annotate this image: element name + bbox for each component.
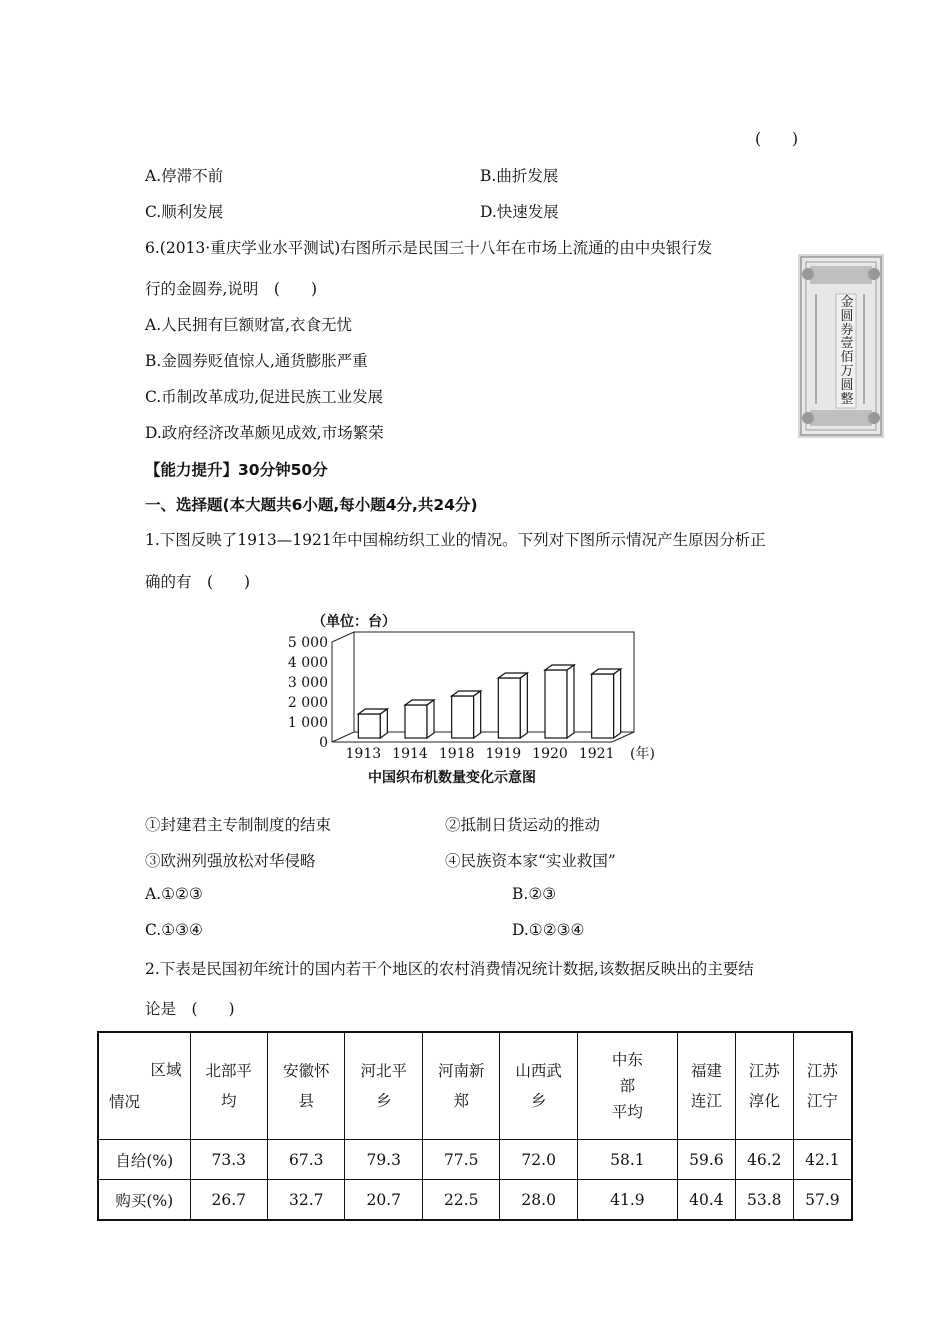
banknote-char: 券 (840, 322, 854, 338)
chart-x-tick-label: 1914 (392, 746, 428, 762)
chart-y-tick-label: 3 000 (287, 675, 328, 691)
q6-option-c: C.币制改革成功,促进民族工业发展 (145, 388, 384, 406)
q1-item-3: ③欧洲列强放松对华侵略 (145, 852, 316, 870)
table-row (98, 1180, 852, 1221)
column-header: 北部平 均 (190, 1032, 267, 1140)
section-subtitle: 一、选择题(本大题共6小题,每小题4分,共24分) (145, 496, 478, 514)
table-cell: 28.0 (500, 1180, 577, 1221)
row-label: 自给(%) (98, 1140, 190, 1180)
table-cell: 73.3 (190, 1140, 267, 1180)
column-header: 江苏 淳化 (735, 1032, 793, 1140)
q1-stem-line2: 确的有 ( ) (145, 573, 251, 591)
q1-option-d: D.①②③④ (512, 921, 585, 939)
chart-x-axis-label: (年) (630, 746, 655, 762)
q1-stem-line1: 1.下图反映了1913—1921年中国棉纺织工业的情况。下列对下图所示情况产生原因分析正 (145, 531, 766, 549)
chart-y-tick-label: 2 000 (287, 695, 328, 711)
chart-bar (405, 700, 434, 738)
table-cell: 42.1 (793, 1140, 852, 1180)
table-cell: 58.1 (577, 1140, 677, 1180)
table-cell: 40.4 (677, 1180, 735, 1221)
consumption-table (97, 1031, 853, 1221)
table-row (98, 1140, 852, 1180)
table-cell: 67.3 (267, 1140, 344, 1180)
section-title: 【能力提升】30分钟50分 (145, 461, 328, 479)
table-cell: 26.7 (190, 1180, 267, 1221)
q6-option-b: B.金圆券贬值惊人,通货膨胀严重 (145, 352, 368, 370)
table-corner-cell (98, 1032, 190, 1140)
column-header: 安徽怀 县 (267, 1032, 344, 1140)
q6-option-d: D.政府经济改革颇见成效,市场繁荣 (145, 424, 384, 442)
banknote-char: 万 (840, 363, 854, 379)
chart-y-tick-label: 0 (319, 735, 328, 751)
table-cell: 53.8 (735, 1180, 793, 1221)
corner-situation-label: 情况 (109, 1093, 141, 1111)
chart-bar (358, 709, 387, 738)
banknote-char: 壹 (840, 336, 854, 352)
q1-option-a: A.①②③ (145, 885, 203, 903)
table-cell: 32.7 (267, 1180, 344, 1221)
q1-item-4: ④民族资本家“实业救国” (445, 852, 616, 870)
q1-item-1: ①封建君主专制制度的结束 (145, 816, 332, 834)
table-cell: 79.3 (345, 1140, 422, 1180)
table-cell: 46.2 (735, 1140, 793, 1180)
q6-option-a: A.人民拥有巨额财富,衣食无忧 (145, 316, 353, 334)
table-cell: 22.5 (422, 1180, 499, 1221)
banknote-char: 圆 (840, 377, 854, 393)
q5-option-d: D.快速发展 (480, 203, 559, 221)
table-cell: 59.6 (677, 1140, 735, 1180)
table-cell: 20.7 (345, 1180, 422, 1221)
banknote-char: 金 (840, 295, 854, 310)
column-header: 河南新 郑 (422, 1032, 499, 1140)
column-header: 河北平 乡 (345, 1032, 422, 1140)
q5-answer-paren: ( ) (755, 130, 799, 148)
chart-y-tick-label: 5 000 (287, 635, 328, 651)
chart-title: 中国织布机数量变化示意图 (368, 770, 536, 786)
q5-option-c: C.顺利发展 (145, 203, 224, 221)
column-header: 山西武 乡 (500, 1032, 577, 1140)
column-header: 中东 部 平均 (577, 1032, 677, 1140)
q2-stem-line2: 论是 ( ) (145, 1000, 235, 1018)
chart-unit-label: （单位：台） (312, 614, 396, 630)
loom-count-bar-chart (280, 606, 680, 792)
chart-y-tick-label: 4 000 (287, 655, 328, 671)
column-header: 福建 连江 (677, 1032, 735, 1140)
chart-x-tick-label: 1919 (485, 746, 522, 762)
q6-stem-line1: 6.(2013·重庆学业水平测试)右图所示是民国三十八年在市场上流通的由中央银行发 (145, 239, 713, 257)
gold-yuan-banknote-image (798, 254, 884, 438)
q1-option-c: C.①③④ (145, 921, 203, 939)
q2-stem-line1: 2.下表是民国初年统计的国内若干个地区的农村消费情况统计数据,该数据反映出的主要结 (145, 960, 754, 978)
chart-x-tick-label: 1921 (578, 746, 615, 762)
column-header: 江苏 江宁 (793, 1032, 852, 1140)
row-label: 购买(%) (98, 1180, 190, 1221)
table-cell: 72.0 (500, 1140, 577, 1180)
table-cell: 77.5 (422, 1140, 499, 1180)
chart-y-tick-label: 1 000 (287, 715, 328, 731)
q1-item-2: ②抵制日货运动的推动 (445, 816, 601, 834)
chart-x-tick-label: 1913 (345, 746, 382, 762)
chart-bar (498, 673, 527, 738)
banknote-char: 整 (840, 391, 854, 407)
chart-left-wall-edge (332, 632, 354, 642)
table-cell: 41.9 (577, 1180, 677, 1221)
chart-x-tick-label: 1918 (438, 746, 475, 762)
q5-option-b: B.曲折发展 (480, 167, 559, 185)
banknote-char: 圆 (840, 308, 854, 324)
q5-option-a: A.停滞不前 (145, 167, 224, 185)
corner-region-label: 区域 (150, 1061, 182, 1079)
banknote-char: 佰 (840, 350, 854, 366)
q6-stem-line2: 行的金圆券,说明 ( ) (145, 280, 318, 298)
chart-bar (592, 669, 621, 738)
chart-bar (545, 665, 574, 738)
chart-x-tick-label: 1920 (532, 746, 568, 762)
q1-option-b: B.②③ (512, 885, 557, 903)
chart-bar (452, 691, 481, 738)
table-header-row (98, 1032, 852, 1140)
table-cell: 57.9 (793, 1180, 852, 1221)
